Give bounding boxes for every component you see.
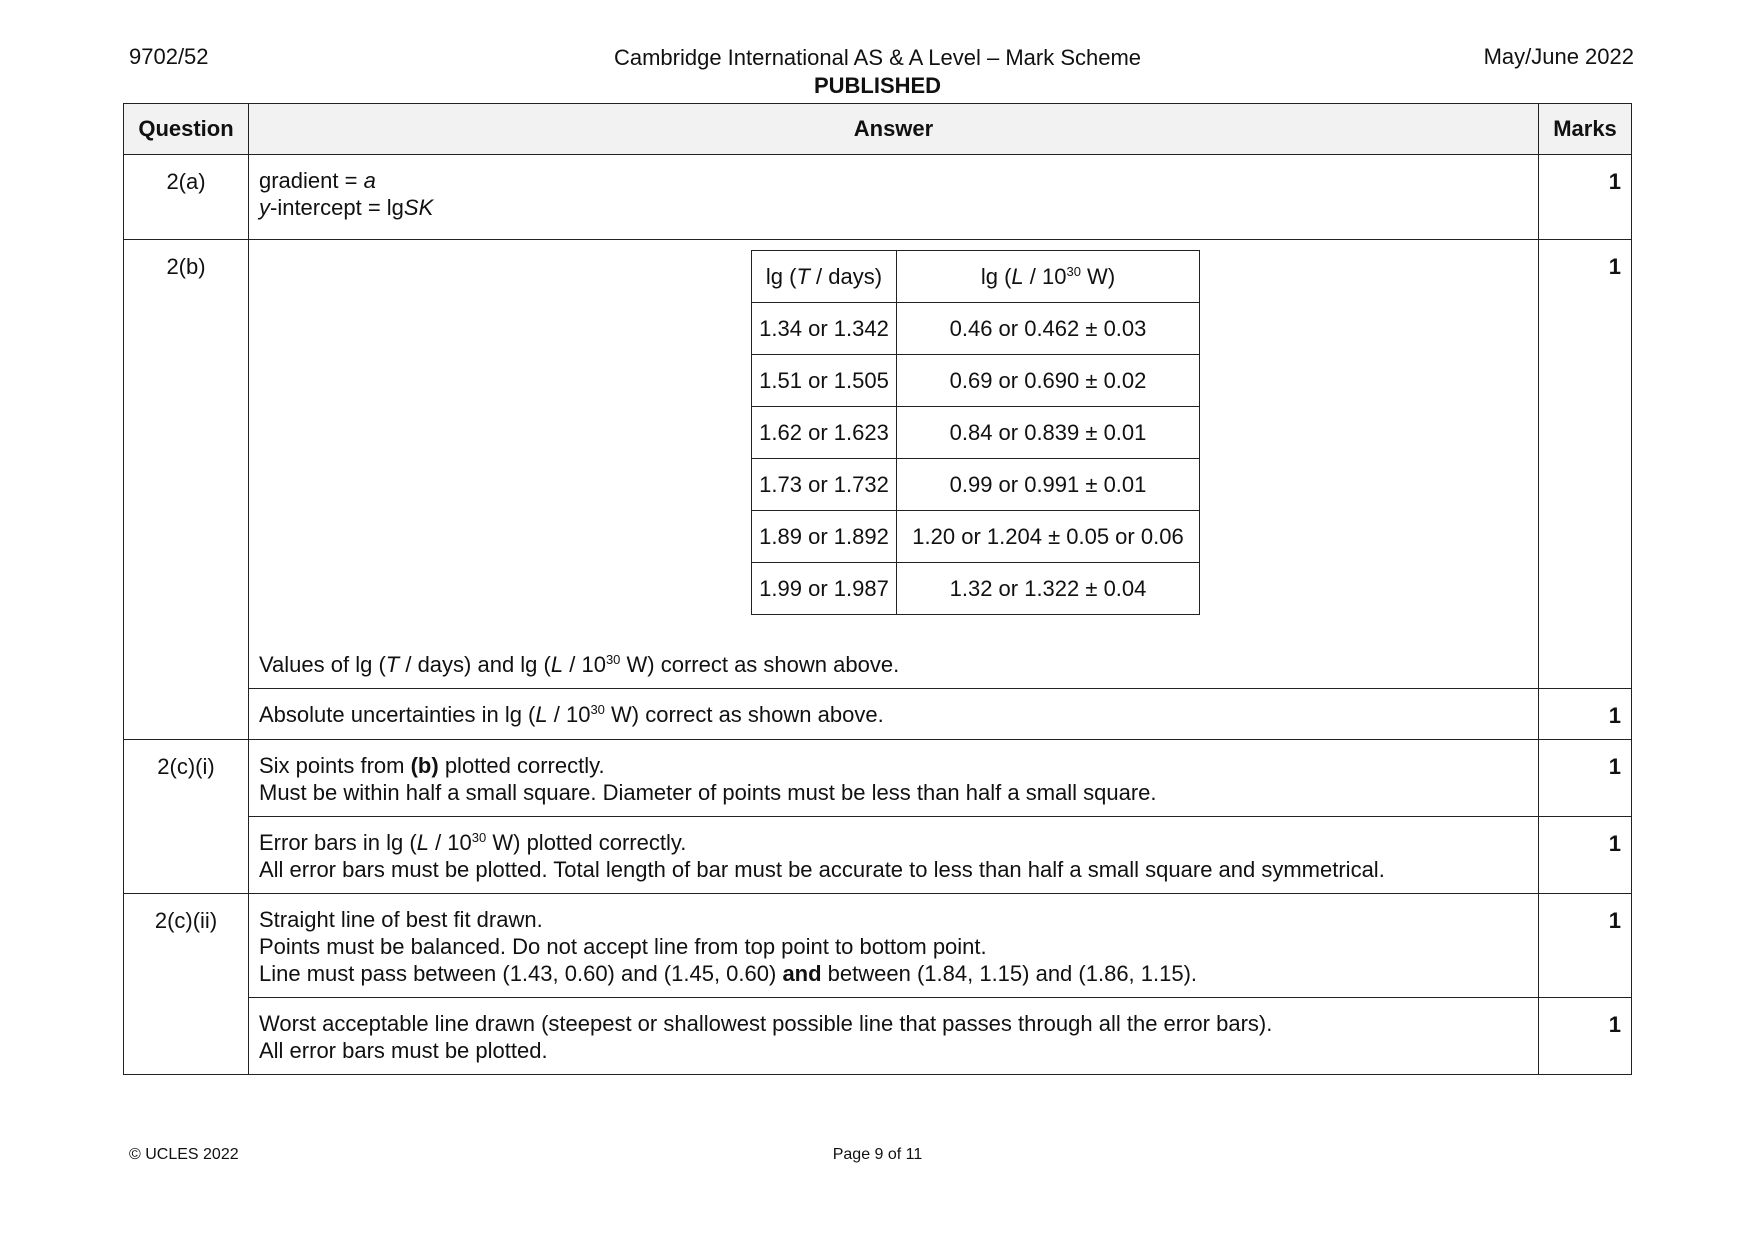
lgT-value: 1.89 or 1.892 bbox=[752, 511, 897, 563]
marks-cell bbox=[1539, 894, 1632, 998]
marks-value: 1 bbox=[1608, 169, 1621, 194]
answer-variable: a bbox=[363, 168, 376, 193]
marks-value: 1 bbox=[1608, 754, 1621, 779]
answer-line: All error bars must be plotted. Total length of bar must be accurate to less than half a small square and symmetrical. bbox=[259, 857, 1385, 882]
lgT-value: 1.99 or 1.987 bbox=[752, 563, 897, 615]
question-number: 2(b) bbox=[166, 254, 206, 279]
lgL-value: 0.99 or 0.991 ± 0.01 bbox=[897, 459, 1200, 511]
table-row bbox=[124, 689, 1632, 740]
lgT-value: 1.73 or 1.732 bbox=[752, 459, 897, 511]
answer-line: Six points from (b) plotted correctly. bbox=[259, 753, 605, 778]
values-row bbox=[752, 511, 1200, 563]
marks-value: 1 bbox=[1608, 254, 1621, 279]
answer-variable: y bbox=[259, 195, 270, 220]
marks-cell bbox=[1539, 740, 1632, 817]
lgL-value: 1.20 or 1.204 ± 0.05 or 0.06 bbox=[897, 511, 1200, 563]
answer-line bbox=[259, 194, 1528, 221]
mark-scheme-table bbox=[123, 103, 1632, 1075]
answer-cell bbox=[249, 740, 1539, 817]
answer-line: Straight line of best fit drawn. bbox=[259, 907, 543, 932]
table-row bbox=[124, 240, 1632, 689]
table-header-row bbox=[124, 104, 1632, 155]
answer-line: Error bars in $\lg (L / 10^{30}$ W) plotted correctly. bbox=[259, 830, 687, 855]
lgL-value: 0.84 or 0.839 ± 0.01 bbox=[897, 407, 1200, 459]
lgL-value: 1.32 or 1.322 ± 0.04 bbox=[897, 563, 1200, 615]
answer-cell bbox=[249, 998, 1539, 1075]
marks-value: 1 bbox=[1608, 908, 1621, 933]
marks-cell bbox=[1539, 155, 1632, 240]
answer-cell bbox=[249, 155, 1539, 240]
lgL-value: 0.69 or 0.690 ± 0.02 bbox=[897, 355, 1200, 407]
table-row bbox=[124, 740, 1632, 817]
table-row bbox=[124, 894, 1632, 998]
marks-cell bbox=[1539, 689, 1632, 740]
answer-cell bbox=[249, 240, 1539, 689]
marks-column-header: Marks bbox=[1539, 104, 1632, 155]
exam-session: May/June 2022 bbox=[1483, 44, 1634, 69]
values-table bbox=[751, 250, 1200, 615]
question-cell bbox=[124, 894, 249, 1075]
question-number: 2(a) bbox=[166, 169, 206, 194]
answer-text: gradient = bbox=[259, 168, 364, 193]
answer-cell bbox=[249, 689, 1539, 740]
lgL-column-header: $\lg (L / 10^{30}$ W) bbox=[897, 251, 1200, 303]
answer-cell bbox=[249, 817, 1539, 894]
table-row bbox=[124, 998, 1632, 1075]
answer-line: Points must be balanced. Do not accept line from top point to bottom point. bbox=[259, 934, 987, 959]
question-cell bbox=[124, 740, 249, 894]
marks-value: 1 bbox=[1608, 1012, 1621, 1037]
question-number: 2(c)(i) bbox=[157, 754, 215, 779]
lgT-value: 1.34 or 1.342 bbox=[752, 303, 897, 355]
answer-text: -intercept = lg bbox=[270, 195, 404, 220]
marks-cell bbox=[1539, 240, 1632, 689]
table-row bbox=[124, 817, 1632, 894]
marks-cell bbox=[1539, 817, 1632, 894]
marks-value: 1 bbox=[1608, 703, 1621, 728]
table-row bbox=[124, 155, 1632, 240]
question-number: 2(c)(ii) bbox=[154, 908, 218, 933]
lgL-value: 0.46 or 0.462 ± 0.03 bbox=[897, 303, 1200, 355]
copyright-notice: © UCLES 2022 bbox=[129, 1146, 239, 1163]
values-row bbox=[752, 563, 1200, 615]
paper-code: 9702/52 bbox=[129, 44, 209, 69]
answer-cell bbox=[249, 894, 1539, 998]
answer-line: Absolute uncertainties in $\lg (L / 10^{30}$ W) correct as shown above. bbox=[259, 702, 884, 727]
question-column-header: Question bbox=[124, 104, 249, 155]
values-row bbox=[752, 355, 1200, 407]
values-row bbox=[752, 459, 1200, 511]
answer-note: Values of lg (T / days) and $\lg (L / 10^{30}$ W) correct as shown above. bbox=[259, 652, 900, 677]
question-cell bbox=[124, 240, 249, 740]
lgT-column-header: lg (T / days) bbox=[752, 251, 897, 303]
values-table-header bbox=[752, 251, 1200, 303]
values-row bbox=[752, 303, 1200, 355]
document-title: Cambridge International AS & A Level – Mark Scheme bbox=[613, 45, 1142, 70]
question-cell bbox=[124, 155, 249, 240]
answer-line: All error bars must be plotted. bbox=[259, 1038, 548, 1063]
answer-column-header: Answer bbox=[249, 104, 1539, 155]
lgT-value: 1.51 or 1.505 bbox=[752, 355, 897, 407]
marks-value: 1 bbox=[1608, 831, 1621, 856]
lgT-value: 1.62 or 1.623 bbox=[752, 407, 897, 459]
marks-cell bbox=[1539, 998, 1632, 1075]
page-number: Page 9 of 11 bbox=[832, 1146, 923, 1163]
answer-line: Must be within half a small square. Diameter of points must be less than half a small square. bbox=[259, 780, 1157, 805]
answer-variable: SK bbox=[403, 195, 434, 220]
values-row bbox=[752, 407, 1200, 459]
answer-line: Worst acceptable line drawn (steepest or shallowest possible line that passes through all the error bars). bbox=[259, 1011, 1273, 1036]
answer-line bbox=[259, 167, 1528, 194]
answer-line: Line must pass between (1.43, 0.60) and (1.45, 0.60) and between (1.84, 1.15) and (1.86, 1.15). bbox=[259, 961, 1198, 986]
published-label: PUBLISHED bbox=[813, 73, 942, 98]
